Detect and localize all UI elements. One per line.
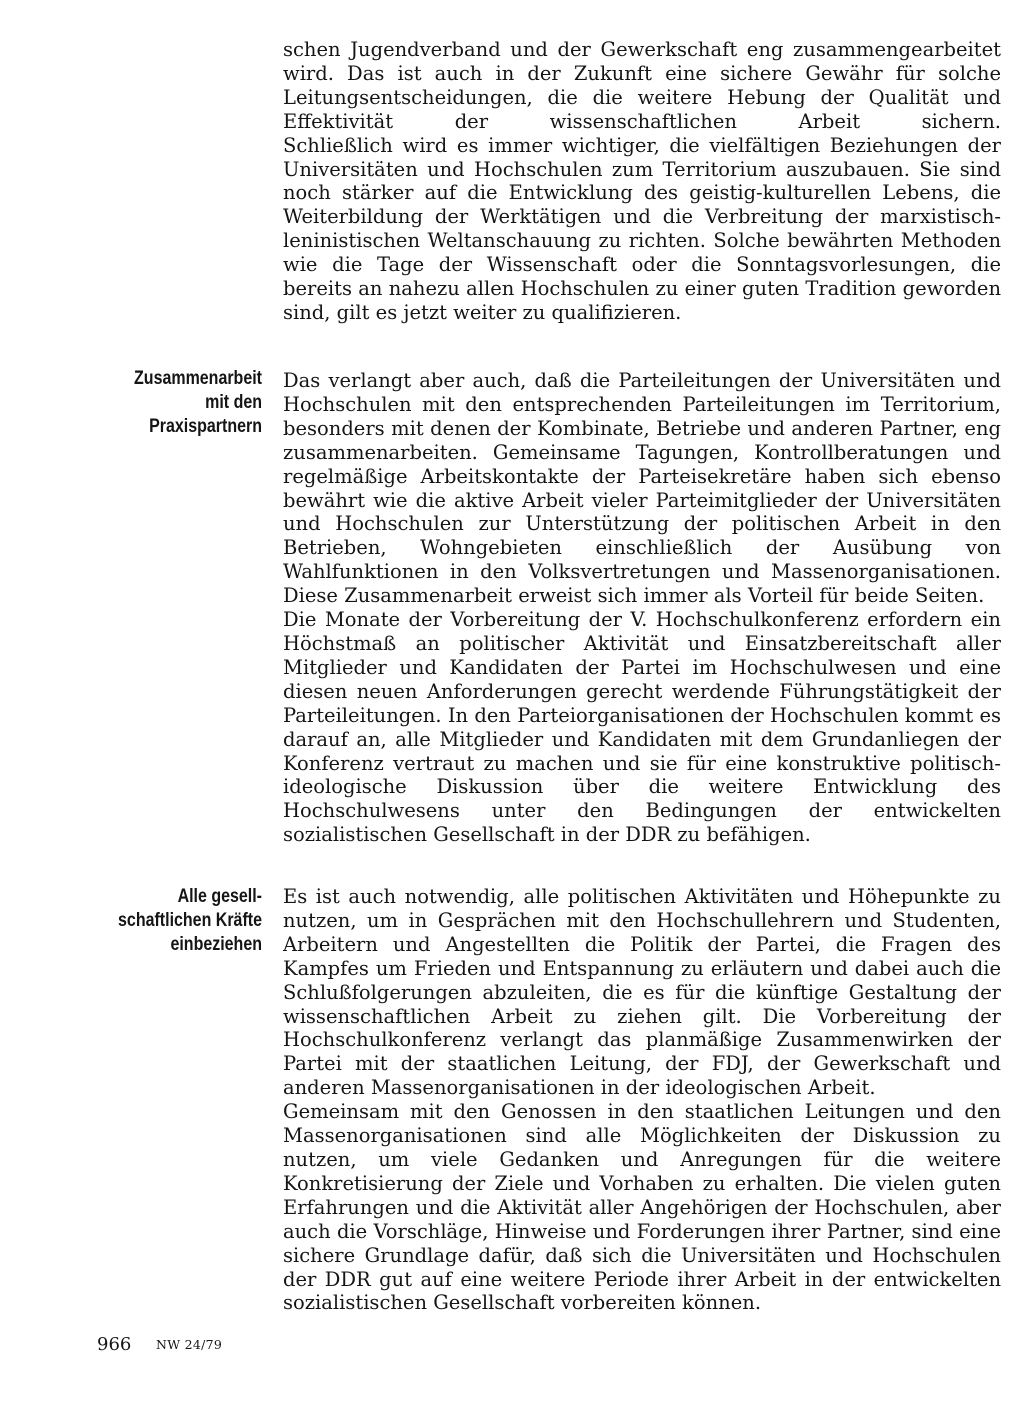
paragraph: Schließlich wird es immer wichtiger, die vielfältigen Beziehungen der Universitäten und Hochschulen zum Territorium auszubauen. Sie sind noch stärker auf die Entwicklung des geistig-kulturellen Lebens, die Weiterbildung der Werktätigen und die Verbreitung der marxistisch-leninistischen Weltanschauung zu richten. Solche bewährten Methoden wie die Tage der Wissenschaft oder die Sonntagsvorlesungen, die bereits an nahezu allen Hochschulen zu einer guten Tradition geworden sind, gilt es jetzt weiter zu qualifizieren.	[283, 133, 1001, 324]
heading-line: mit den	[205, 391, 262, 413]
heading-line: Zusammenarbeit	[134, 367, 262, 389]
paragraph: Das verlangt aber auch, daß die Parteileitungen der Universitäten und Hochschulen mit den entsprechenden Parteileitungen im Territorium, besonders mit denen der Kombinate, Betriebe und anderen Partner, eng zusammenarbeiten. Gemeinsame Tagungen, Kontrollberatungen und regelmäßige Arbeitskontakte der Parteisekretäre haben sich ebenso bewährt wie die aktive Arbeit vieler Parteimitglieder der Universitäten und Hochschulen zur Unterstützung der politischen Arbeit in den Betrieben, Wohngebieten einschließlich der Ausübung von Wahlfunktionen in den Volksvertretungen und Massenorganisationen. Diese Zusammenarbeit erweist sich immer als Vorteil für beide Seiten.	[283, 369, 1001, 608]
heading-line: schaftlichen Kräfte	[118, 909, 262, 931]
marginal-heading-social-forces	[98, 884, 262, 956]
page-number: 966	[97, 1334, 132, 1355]
issue-label: NW 24/79	[156, 1337, 223, 1352]
social-forces-text-block	[283, 885, 1001, 1315]
cooperation-text-block	[283, 369, 1001, 847]
paragraph: Gemeinsam mit den Genossen in den staatlichen Leitungen und den Massenorganisationen sind alle Möglichkeiten der Diskussion zu nutzen, um viele Gedanken und Anregungen für die weitere Konkretisierung der Ziele und Vorhaben zu erhalten. Die vielen guten Erfahrungen und die Aktivität aller Angehörigen der Hochschulen, aber auch die Vorschläge, Hinweise und Forderungen ihrer Partner, sind eine sichere Grundlage dafür, daß sich die Universitäten und Hochschulen der DDR gut auf eine weitere Periode ihrer Arbeit in der entwickelten sozialistischen Gesellschaft vorbereiten können.	[283, 1100, 1001, 1315]
intro-text-block	[283, 38, 1001, 325]
heading-line: Alle gesell-	[177, 885, 262, 907]
paragraph: Die Monate der Vorbereitung der V. Hochschulkonferenz erfordern ein Höchstmaß an politischer Aktivität und Einsatzbereitschaft aller Mitglieder und Kandidaten der Partei im Hochschulwesen und eine diesen neuen Anforderungen gerecht werdende Führungstätigkeit der Parteileitungen. In den Parteiorganisationen der Hochschulen kommt es darauf an, alle Mitglieder und Kandidaten mit dem Grundanliegen der Konferenz vertraut zu machen und sie für eine konstruktive politisch-ideologische Diskussion über die weitere Entwicklung des Hochschulwesens unter den Bedingungen der entwickelten sozialistischen Gesellschaft in der DDR zu befähigen.	[283, 608, 1001, 847]
heading-line: einbeziehen	[170, 933, 262, 955]
marginal-heading-cooperation	[98, 366, 262, 438]
paragraph: Es ist auch notwendig, alle politischen Aktivitäten und Höhepunkte zu nutzen, um in Gesprächen mit den Hochschullehrern und Studenten, Arbeitern und Angestellten die Politik der Partei, die Fragen des Kampfes um Frieden und Entspannung zu erläutern und dabei auch die Schlußfolgerungen abzuleiten, die es für die künftige Gestaltung der wissenschaftlichen Arbeit zu ziehen gilt. Die Vorbereitung der Hochschulkonferenz verlangt das planmäßige Zusammenwirken der Partei mit der staatlichen Leitung, der FDJ, der Gewerkschaft und anderen Massenorganisationen in der ideologischen Arbeit.	[283, 885, 1001, 1100]
paragraph: schen Jugendverband und der Gewerkschaft eng zusammengearbeitet wird. Das ist auch in der Zukunft eine sichere Gewähr für solche Leitungsentscheidungen, die die weitere Hebung der Qualität und Effektivität der wissenschaftlichen Arbeit sichern.	[283, 38, 1001, 133]
heading-line: Praxispartnern	[149, 415, 262, 437]
